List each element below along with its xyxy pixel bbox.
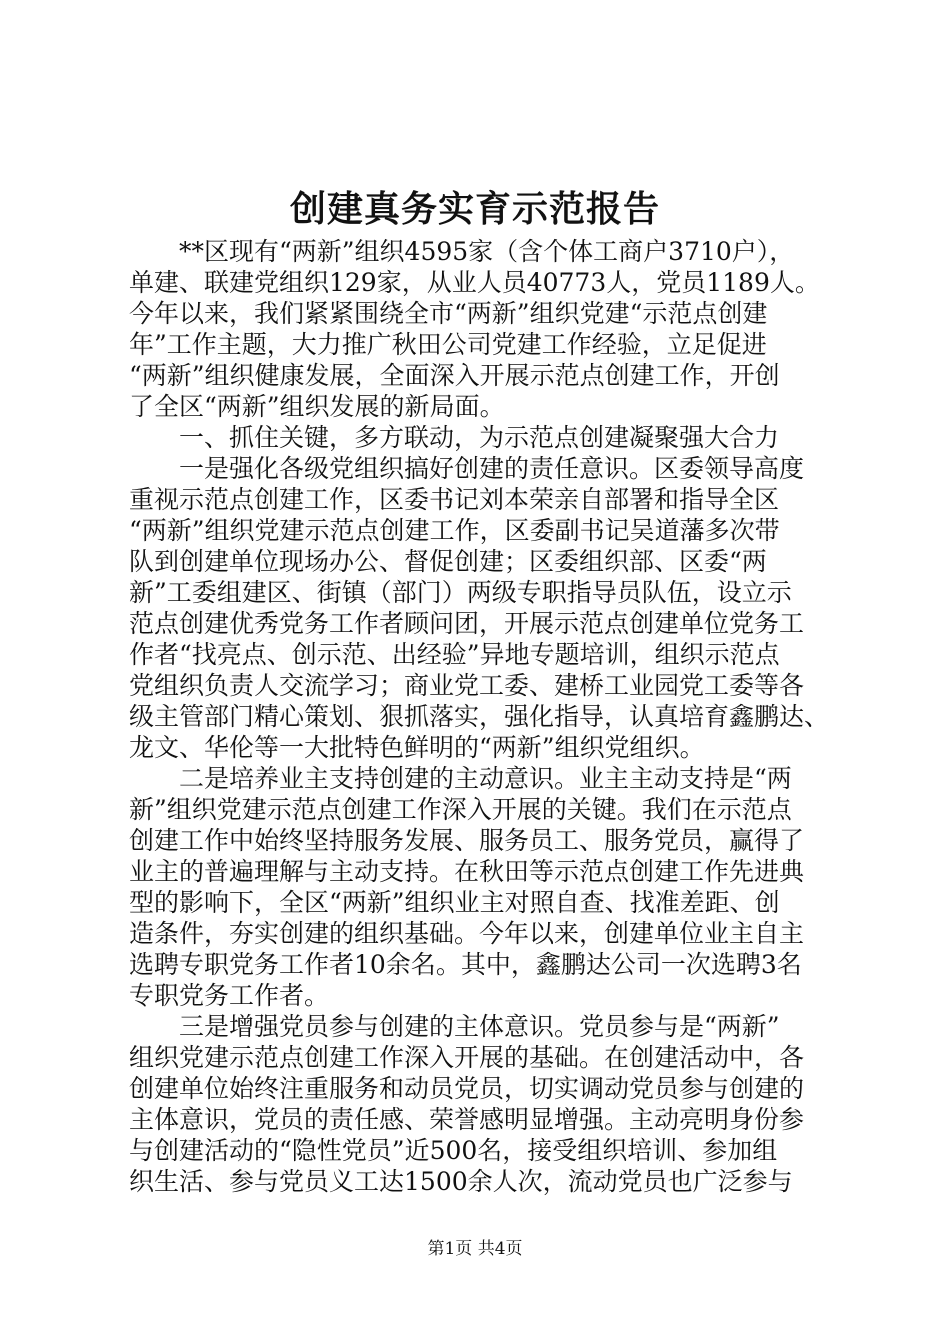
body-line: 三是增强党员参与创建的主体意识。党员参与是“两新”	[129, 1012, 780, 1041]
body-line: 级主管部门精心策划、狠抓落实，强化指导，认真培育鑫鹏达、	[129, 702, 829, 731]
body-line: 了全区“两新”组织发展的新局面。	[129, 392, 505, 421]
body-line: 与创建活动的“隐性党员”近500名，接受组织培训、参加组	[129, 1136, 778, 1165]
body-line: 作者“找亮点、创示范、出经验”异地专题培训，组织示范点	[129, 640, 780, 669]
body-line: 单建、联建党组织129家，从业人员40773人，党员1189人。	[129, 268, 820, 297]
body-line: 主体意识，党员的责任感、荣誉感明显增强。主动亮明身份参	[129, 1105, 805, 1134]
body-line: 龙文、华伦等一大批特色鲜明的“两新”组织党组织。	[129, 733, 705, 762]
body-line: 范点创建优秀党务工作者顾问团，开展示范点创建单位党务工	[129, 609, 805, 638]
document-title: 创建真务实育示范报告	[289, 188, 660, 230]
section-heading: 一、抓住关键，多方联动，为示范点创建凝聚强大合力	[129, 423, 780, 452]
body-line: 业主的普遍理解与主动支持。在秋田等示范点创建工作先进典	[129, 857, 805, 886]
body-line: 选聘专职党务工作者10余名。其中，鑫鹏达公司一次选聘3名	[129, 950, 802, 979]
body-line: 重视示范点创建工作，区委书记刘本荣亲自部署和指导全区	[129, 485, 780, 514]
body-line: 今年以来，我们紧紧围绕全市“两新”组织党建“示范点创建	[129, 299, 768, 328]
body-line: 新”组织党建示范点创建工作深入开展的关键。我们在示范点	[129, 795, 792, 824]
document-body	[129, 236, 829, 1197]
body-line: 年”工作主题，大力推广秋田公司党建工作经验，立足促进	[129, 330, 767, 359]
body-line: 织生活、参与党员义工达1500余人次，流动党员也广泛参与	[129, 1167, 793, 1196]
body-line: 组织党建示范点创建工作深入开展的基础。在创建活动中，各	[129, 1043, 805, 1072]
body-line: 党组织负责人交流学习；商业党工委、建桥工业园党工委等各	[129, 671, 805, 700]
body-line: 专职党务工作者。	[129, 981, 330, 1010]
body-line: 一是强化各级党组织搞好创建的责任意识。区委领导高度	[129, 454, 805, 483]
body-line: 创建工作中始终坚持服务发展、服务员工、服务党员，赢得了	[129, 826, 805, 855]
body-line: 型的影响下，全区“两新”组织业主对照自查、找准差距、创	[129, 888, 780, 917]
body-line: 二是培养业主支持创建的主动意识。业主主动支持是“两	[129, 764, 792, 793]
body-line: 造条件，夯实创建的组织基础。今年以来，创建单位业主自主	[129, 919, 805, 948]
page-footer: 第1页 共4页	[427, 1239, 523, 1259]
body-line: 创建单位始终注重服务和动员党员，切实调动党员参与创建的	[129, 1074, 805, 1103]
body-line: “两新”组织健康发展，全面深入开展示范点创建工作，开创	[129, 361, 780, 390]
body-line: “两新”组织党建示范点创建工作，区委副书记吴道藩多次带	[129, 516, 780, 545]
body-line: 队到创建单位现场办公、督促创建；区委组织部、区委“两	[129, 547, 767, 576]
body-line: 新”工委组建区、街镇（部门）两级专职指导员队伍，设立示	[129, 578, 792, 607]
body-line: **区现有“两新”组织4595家（含个体工商户3710户），	[129, 237, 795, 266]
